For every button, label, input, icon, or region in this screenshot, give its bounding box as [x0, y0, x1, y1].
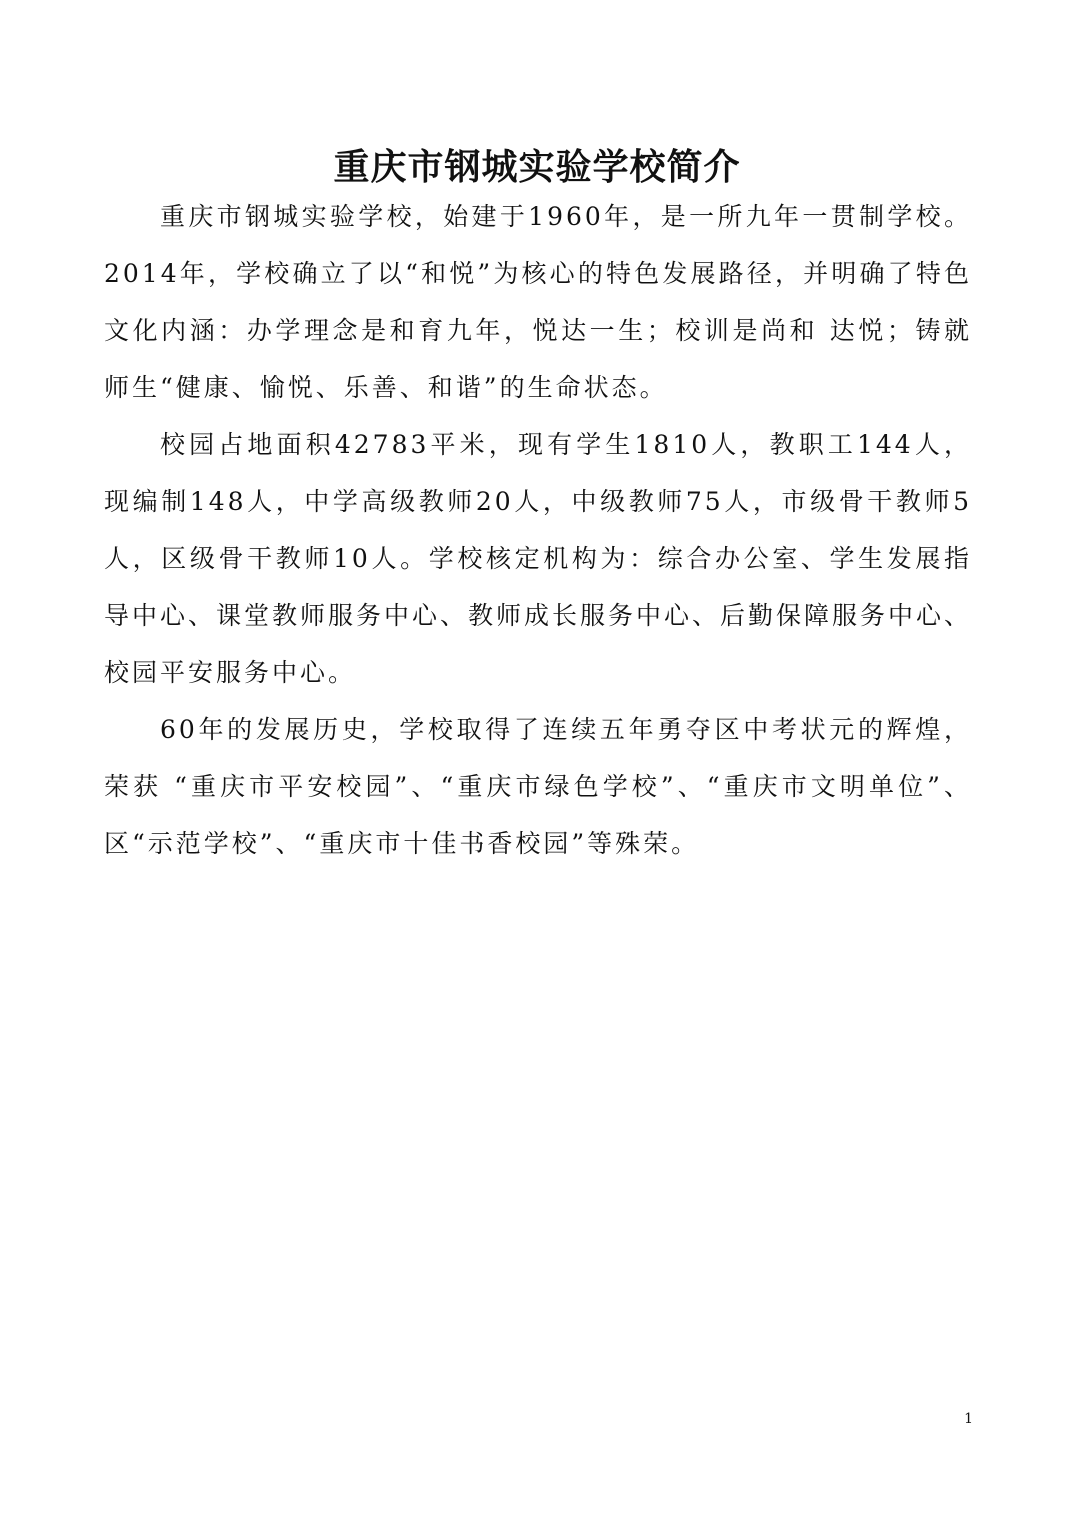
document-body	[104, 188, 972, 872]
paragraph-campus-staff: 校园占地面积42783平米，现有学生1810人，教职工144人，现编制148人，中学高级教师20人，中级教师75人，市级骨干教师5人，区级骨干教师10人。学校核定机构为：综合办公室、学生发展指导中心、课堂教师服务中心、教师成长服务中心、后勤保障服务中心、校园平安服务中心。	[104, 430, 973, 687]
paragraph-history: 重庆市钢城实验学校，始建于1960年，是一所九年一贯制学校。2014年，学校确立了以“和悦”为核心的特色发展路径，并明确了特色文化内涵：办学理念是和育九年，悦达一生；校训是尚和 达悦；铸就师生“健康、愉悦、乐善、和谐”的生命状态。	[104, 202, 972, 402]
paragraph-honors: 60年的发展历史，学校取得了连续五年勇夺区中考状元的辉煌，荣获 “重庆市平安校园”、“重庆市绿色学校”、“重庆市文明单位”、区“示范学校”、“重庆市十佳书香校园”等殊荣。	[104, 715, 972, 858]
document-title: 重庆市钢城实验学校简介	[333, 146, 741, 189]
page-number: 1	[964, 1411, 973, 1427]
